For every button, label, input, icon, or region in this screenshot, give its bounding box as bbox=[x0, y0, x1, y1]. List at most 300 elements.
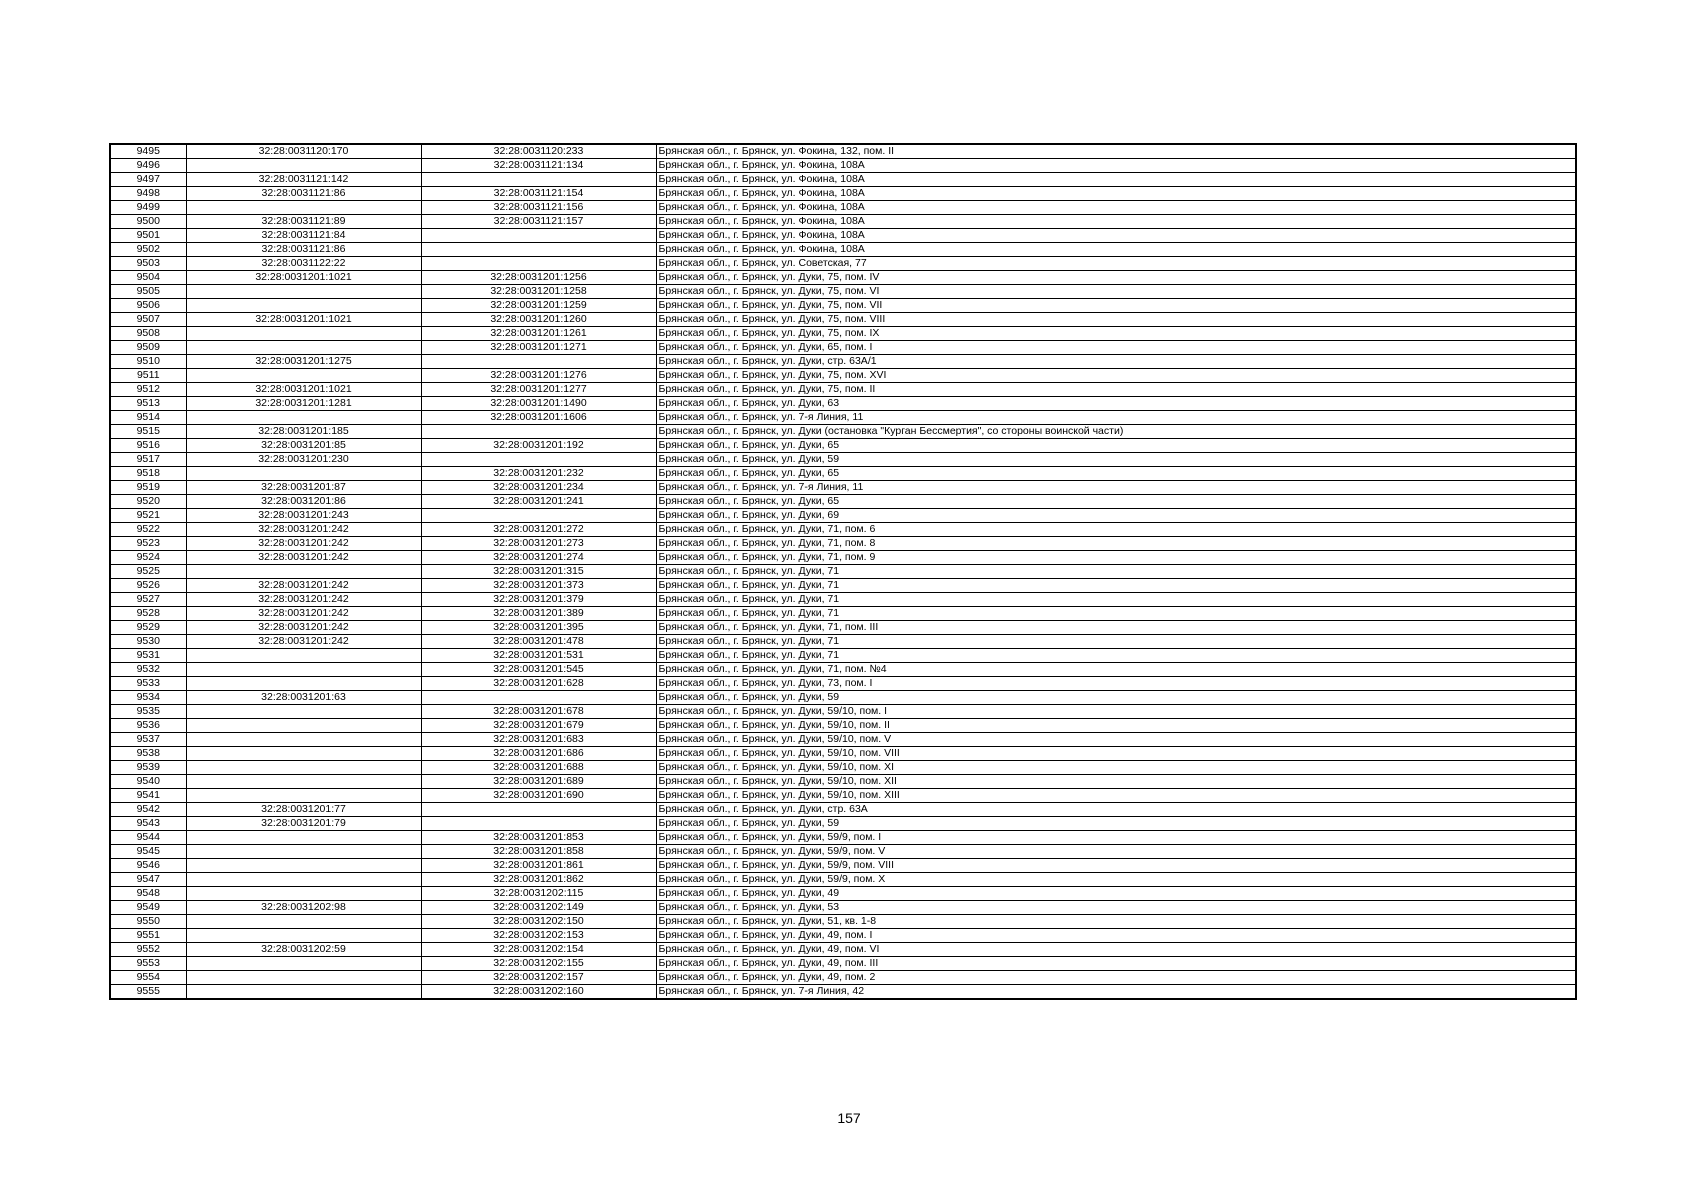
object-cadastral-number-cell: 32:28:0031201:1259 bbox=[421, 299, 656, 313]
table-row bbox=[110, 733, 1576, 747]
table-row bbox=[110, 523, 1576, 537]
table-row bbox=[110, 915, 1576, 929]
table-row bbox=[110, 299, 1576, 313]
row-number-cell: 9496 bbox=[110, 159, 186, 173]
table-row bbox=[110, 831, 1576, 845]
cadastral-number-cell: 32:28:0031201:230 bbox=[186, 453, 421, 467]
table-row bbox=[110, 341, 1576, 355]
address-cell: Брянская обл., г. Брянск, ул. Фокина, 108А bbox=[656, 243, 1576, 257]
row-number-cell: 9554 bbox=[110, 971, 186, 985]
registry-table-body bbox=[110, 144, 1576, 999]
address-cell: Брянская обл., г. Брянск, ул. 7-я Линия, 11 bbox=[656, 481, 1576, 495]
object-cadastral-number-cell: 32:28:0031201:1258 bbox=[421, 285, 656, 299]
address-cell: Брянская обл., г. Брянск, ул. Дуки, 59/9, пом. X bbox=[656, 873, 1576, 887]
address-cell: Брянская обл., г. Брянск, ул. Дуки, 49, пом. III bbox=[656, 957, 1576, 971]
row-number-cell: 9550 bbox=[110, 915, 186, 929]
address-cell: Брянская обл., г. Брянск, ул. Дуки, 59/10, пом. VIII bbox=[656, 747, 1576, 761]
address-cell: Брянская обл., г. Брянск, ул. Дуки, 49, пом. I bbox=[656, 929, 1576, 943]
address-cell: Брянская обл., г. Брянск, ул. Дуки, 69 bbox=[656, 509, 1576, 523]
table-row bbox=[110, 593, 1576, 607]
cadastral-number-cell bbox=[186, 733, 421, 747]
cadastral-number-cell: 32:28:0031201:242 bbox=[186, 607, 421, 621]
object-cadastral-number-cell: 32:28:0031121:156 bbox=[421, 201, 656, 215]
row-number-cell: 9522 bbox=[110, 523, 186, 537]
table-row bbox=[110, 159, 1576, 173]
object-cadastral-number-cell: 32:28:0031201:628 bbox=[421, 677, 656, 691]
cadastral-number-cell: 32:28:0031202:59 bbox=[186, 943, 421, 957]
address-cell: Брянская обл., г. Брянск, ул. Дуки, 65, пом. I bbox=[656, 341, 1576, 355]
row-number-cell: 9544 bbox=[110, 831, 186, 845]
object-cadastral-number-cell: 32:28:0031120:233 bbox=[421, 144, 656, 159]
object-cadastral-number-cell: 32:28:0031201:678 bbox=[421, 705, 656, 719]
cadastral-number-cell: 32:28:0031120:170 bbox=[186, 144, 421, 159]
address-cell: Брянская обл., г. Брянск, ул. Дуки, 71, пом. 6 bbox=[656, 523, 1576, 537]
cadastral-number-cell bbox=[186, 747, 421, 761]
address-cell: Брянская обл., г. Брянск, ул. Дуки, стр. 63А/1 bbox=[656, 355, 1576, 369]
address-cell: Брянская обл., г. Брянск, ул. Дуки, 75, пом. XVI bbox=[656, 369, 1576, 383]
table-row bbox=[110, 635, 1576, 649]
address-cell: Брянская обл., г. Брянск, ул. Дуки, 59/9, пом. V bbox=[656, 845, 1576, 859]
table-row bbox=[110, 327, 1576, 341]
cadastral-number-cell: 32:28:0031201:185 bbox=[186, 425, 421, 439]
row-number-cell: 9529 bbox=[110, 621, 186, 635]
object-cadastral-number-cell: 32:28:0031201:1260 bbox=[421, 313, 656, 327]
row-number-cell: 9548 bbox=[110, 887, 186, 901]
row-number-cell: 9523 bbox=[110, 537, 186, 551]
table-row bbox=[110, 943, 1576, 957]
row-number-cell: 9527 bbox=[110, 593, 186, 607]
object-cadastral-number-cell bbox=[421, 425, 656, 439]
address-cell: Брянская обл., г. Брянск, ул. 7-я Линия, 11 bbox=[656, 411, 1576, 425]
address-cell: Брянская обл., г. Брянск, ул. Дуки, 75, пом. VII bbox=[656, 299, 1576, 313]
cadastral-number-cell: 32:28:0031201:1021 bbox=[186, 271, 421, 285]
row-number-cell: 9546 bbox=[110, 859, 186, 873]
table-row bbox=[110, 411, 1576, 425]
object-cadastral-number-cell: 32:28:0031201:531 bbox=[421, 649, 656, 663]
cadastral-number-cell: 32:28:0031201:79 bbox=[186, 817, 421, 831]
object-cadastral-number-cell: 32:28:0031202:115 bbox=[421, 887, 656, 901]
object-cadastral-number-cell: 32:28:0031201:395 bbox=[421, 621, 656, 635]
cadastral-number-cell: 32:28:0031201:1021 bbox=[186, 383, 421, 397]
table-row bbox=[110, 845, 1576, 859]
table-row bbox=[110, 481, 1576, 495]
row-number-cell: 9513 bbox=[110, 397, 186, 411]
address-cell: Брянская обл., г. Брянск, ул. Дуки, 71 bbox=[656, 607, 1576, 621]
cadastral-number-cell: 32:28:0031121:89 bbox=[186, 215, 421, 229]
object-cadastral-number-cell: 32:28:0031121:157 bbox=[421, 215, 656, 229]
table-row bbox=[110, 509, 1576, 523]
table-row bbox=[110, 691, 1576, 705]
cadastral-number-cell: 32:28:0031121:86 bbox=[186, 243, 421, 257]
cadastral-number-cell bbox=[186, 705, 421, 719]
address-cell: Брянская обл., г. Брянск, ул. Дуки, 71 bbox=[656, 565, 1576, 579]
object-cadastral-number-cell: 32:28:0031201:1271 bbox=[421, 341, 656, 355]
row-number-cell: 9536 bbox=[110, 719, 186, 733]
table-row bbox=[110, 397, 1576, 411]
address-cell: Брянская обл., г. Брянск, ул. Фокина, 108А bbox=[656, 173, 1576, 187]
address-cell: Брянская обл., г. Брянск, ул. Дуки, 59 bbox=[656, 453, 1576, 467]
table-row bbox=[110, 565, 1576, 579]
address-cell: Брянская обл., г. Брянск, ул. Дуки, 65 bbox=[656, 495, 1576, 509]
table-row bbox=[110, 705, 1576, 719]
table-row bbox=[110, 901, 1576, 915]
table-row bbox=[110, 775, 1576, 789]
cadastral-number-cell bbox=[186, 775, 421, 789]
row-number-cell: 9551 bbox=[110, 929, 186, 943]
cadastral-number-cell bbox=[186, 565, 421, 579]
object-cadastral-number-cell bbox=[421, 817, 656, 831]
object-cadastral-number-cell bbox=[421, 691, 656, 705]
cadastral-number-cell bbox=[186, 341, 421, 355]
object-cadastral-number-cell: 32:28:0031202:155 bbox=[421, 957, 656, 971]
row-number-cell: 9528 bbox=[110, 607, 186, 621]
object-cadastral-number-cell: 32:28:0031201:373 bbox=[421, 579, 656, 593]
object-cadastral-number-cell: 32:28:0031202:150 bbox=[421, 915, 656, 929]
row-number-cell: 9495 bbox=[110, 144, 186, 159]
row-number-cell: 9521 bbox=[110, 509, 186, 523]
row-number-cell: 9499 bbox=[110, 201, 186, 215]
row-number-cell: 9505 bbox=[110, 285, 186, 299]
cadastral-number-cell bbox=[186, 845, 421, 859]
object-cadastral-number-cell: 32:28:0031201:1261 bbox=[421, 327, 656, 341]
row-number-cell: 9520 bbox=[110, 495, 186, 509]
table-row bbox=[110, 271, 1576, 285]
row-number-cell: 9516 bbox=[110, 439, 186, 453]
address-cell: Брянская обл., г. Брянск, ул. Фокина, 132, пом. II bbox=[656, 144, 1576, 159]
table-row bbox=[110, 257, 1576, 271]
cadastral-number-cell: 32:28:0031201:1021 bbox=[186, 313, 421, 327]
address-cell: Брянская обл., г. Брянск, ул. Дуки, 49 bbox=[656, 887, 1576, 901]
row-number-cell: 9504 bbox=[110, 271, 186, 285]
address-cell: Брянская обл., г. Брянск, ул. Фокина, 108А bbox=[656, 187, 1576, 201]
address-cell: Брянская обл., г. Брянск, ул. Дуки, 59/10, пом. XI bbox=[656, 761, 1576, 775]
row-number-cell: 9533 bbox=[110, 677, 186, 691]
cadastral-number-cell: 32:28:0031201:242 bbox=[186, 621, 421, 635]
address-cell: Брянская обл., г. Брянск, ул. Дуки, 71, пом. III bbox=[656, 621, 1576, 635]
table-row bbox=[110, 369, 1576, 383]
table-row bbox=[110, 803, 1576, 817]
address-cell: Брянская обл., г. Брянск, ул. Дуки, 71, пом. №4 bbox=[656, 663, 1576, 677]
address-cell: Брянская обл., г. Брянск, ул. Дуки, 59 bbox=[656, 817, 1576, 831]
address-cell: Брянская обл., г. Брянск, ул. Дуки, 59/10, пом. XIII bbox=[656, 789, 1576, 803]
cadastral-number-cell bbox=[186, 929, 421, 943]
table-row bbox=[110, 649, 1576, 663]
cadastral-number-cell bbox=[186, 663, 421, 677]
cadastral-number-cell bbox=[186, 677, 421, 691]
row-number-cell: 9534 bbox=[110, 691, 186, 705]
row-number-cell: 9497 bbox=[110, 173, 186, 187]
object-cadastral-number-cell: 32:28:0031201:690 bbox=[421, 789, 656, 803]
table-row bbox=[110, 201, 1576, 215]
object-cadastral-number-cell: 32:28:0031201:853 bbox=[421, 831, 656, 845]
cadastral-number-cell bbox=[186, 719, 421, 733]
row-number-cell: 9547 bbox=[110, 873, 186, 887]
cadastral-number-cell: 32:28:0031201:1275 bbox=[186, 355, 421, 369]
object-cadastral-number-cell: 32:28:0031201:858 bbox=[421, 845, 656, 859]
table-row bbox=[110, 243, 1576, 257]
object-cadastral-number-cell bbox=[421, 509, 656, 523]
cadastral-number-cell: 32:28:0031122:22 bbox=[186, 257, 421, 271]
row-number-cell: 9545 bbox=[110, 845, 186, 859]
object-cadastral-number-cell: 32:28:0031201:683 bbox=[421, 733, 656, 747]
object-cadastral-number-cell: 32:28:0031201:232 bbox=[421, 467, 656, 481]
cadastral-number-cell: 32:28:0031201:242 bbox=[186, 635, 421, 649]
cadastral-number-cell: 32:28:0031201:1281 bbox=[186, 397, 421, 411]
row-number-cell: 9511 bbox=[110, 369, 186, 383]
table-row bbox=[110, 467, 1576, 481]
row-number-cell: 9542 bbox=[110, 803, 186, 817]
row-number-cell: 9532 bbox=[110, 663, 186, 677]
cadastral-number-cell: 32:28:0031121:84 bbox=[186, 229, 421, 243]
object-cadastral-number-cell: 32:28:0031201:272 bbox=[421, 523, 656, 537]
row-number-cell: 9500 bbox=[110, 215, 186, 229]
cadastral-number-cell bbox=[186, 887, 421, 901]
address-cell: Брянская обл., г. Брянск, ул. Дуки, 59/10, пом. II bbox=[656, 719, 1576, 733]
address-cell: Брянская обл., г. Брянск, ул. 7-я Линия, 42 bbox=[656, 985, 1576, 1000]
table-row bbox=[110, 747, 1576, 761]
cadastral-number-cell bbox=[186, 327, 421, 341]
row-number-cell: 9508 bbox=[110, 327, 186, 341]
address-cell: Брянская обл., г. Брянск, ул. Дуки, 73, пом. I bbox=[656, 677, 1576, 691]
row-number-cell: 9541 bbox=[110, 789, 186, 803]
address-cell: Брянская обл., г. Брянск, ул. Фокина, 108А bbox=[656, 229, 1576, 243]
row-number-cell: 9553 bbox=[110, 957, 186, 971]
row-number-cell: 9501 bbox=[110, 229, 186, 243]
address-cell: Брянская обл., г. Брянск, ул. Дуки, 51, кв. 1-8 bbox=[656, 915, 1576, 929]
cadastral-number-cell bbox=[186, 873, 421, 887]
table-row bbox=[110, 663, 1576, 677]
row-number-cell: 9517 bbox=[110, 453, 186, 467]
cadastral-number-cell bbox=[186, 201, 421, 215]
address-cell: Брянская обл., г. Брянск, ул. Дуки, стр. 63А bbox=[656, 803, 1576, 817]
object-cadastral-number-cell: 32:28:0031201:545 bbox=[421, 663, 656, 677]
object-cadastral-number-cell: 32:28:0031201:1490 bbox=[421, 397, 656, 411]
table-row bbox=[110, 355, 1576, 369]
row-number-cell: 9506 bbox=[110, 299, 186, 313]
address-cell: Брянская обл., г. Брянск, ул. Фокина, 108А bbox=[656, 201, 1576, 215]
table-row bbox=[110, 187, 1576, 201]
row-number-cell: 9519 bbox=[110, 481, 186, 495]
object-cadastral-number-cell: 32:28:0031201:315 bbox=[421, 565, 656, 579]
object-cadastral-number-cell bbox=[421, 355, 656, 369]
object-cadastral-number-cell: 32:28:0031201:861 bbox=[421, 859, 656, 873]
object-cadastral-number-cell: 32:28:0031201:1276 bbox=[421, 369, 656, 383]
cadastral-number-cell: 32:28:0031201:242 bbox=[186, 593, 421, 607]
table-row bbox=[110, 537, 1576, 551]
table-row bbox=[110, 285, 1576, 299]
cadastral-number-cell: 32:28:0031201:243 bbox=[186, 509, 421, 523]
row-number-cell: 9507 bbox=[110, 313, 186, 327]
table-row bbox=[110, 453, 1576, 467]
cadastral-number-cell: 32:28:0031201:86 bbox=[186, 495, 421, 509]
row-number-cell: 9503 bbox=[110, 257, 186, 271]
row-number-cell: 9540 bbox=[110, 775, 186, 789]
table-row bbox=[110, 887, 1576, 901]
object-cadastral-number-cell: 32:28:0031201:862 bbox=[421, 873, 656, 887]
cadastral-number-cell bbox=[186, 285, 421, 299]
address-cell: Брянская обл., г. Брянск, ул. Дуки, 59 bbox=[656, 691, 1576, 705]
row-number-cell: 9552 bbox=[110, 943, 186, 957]
object-cadastral-number-cell: 32:28:0031201:234 bbox=[421, 481, 656, 495]
row-number-cell: 9498 bbox=[110, 187, 186, 201]
object-cadastral-number-cell: 32:28:0031121:134 bbox=[421, 159, 656, 173]
cadastral-number-cell: 32:28:0031121:142 bbox=[186, 173, 421, 187]
cadastral-number-cell bbox=[186, 649, 421, 663]
table-row bbox=[110, 817, 1576, 831]
object-cadastral-number-cell: 32:28:0031201:241 bbox=[421, 495, 656, 509]
table-row bbox=[110, 985, 1576, 1000]
object-cadastral-number-cell bbox=[421, 229, 656, 243]
cadastral-number-cell: 32:28:0031202:98 bbox=[186, 901, 421, 915]
object-cadastral-number-cell: 32:28:0031202:153 bbox=[421, 929, 656, 943]
cadastral-number-cell bbox=[186, 915, 421, 929]
cadastral-number-cell bbox=[186, 789, 421, 803]
cadastral-number-cell: 32:28:0031201:85 bbox=[186, 439, 421, 453]
object-cadastral-number-cell: 32:28:0031121:154 bbox=[421, 187, 656, 201]
address-cell: Брянская обл., г. Брянск, ул. Дуки, 71 bbox=[656, 579, 1576, 593]
table-row bbox=[110, 425, 1576, 439]
address-cell: Брянская обл., г. Брянск, ул. Фокина, 108А bbox=[656, 159, 1576, 173]
object-cadastral-number-cell: 32:28:0031201:379 bbox=[421, 593, 656, 607]
table-row bbox=[110, 439, 1576, 453]
address-cell: Брянская обл., г. Брянск, ул. Дуки, 49, пом. VI bbox=[656, 943, 1576, 957]
row-number-cell: 9539 bbox=[110, 761, 186, 775]
cadastral-number-cell bbox=[186, 859, 421, 873]
row-number-cell: 9515 bbox=[110, 425, 186, 439]
row-number-cell: 9514 bbox=[110, 411, 186, 425]
table-row bbox=[110, 215, 1576, 229]
object-cadastral-number-cell: 32:28:0031201:389 bbox=[421, 607, 656, 621]
object-cadastral-number-cell bbox=[421, 243, 656, 257]
cadastral-number-cell: 32:28:0031201:242 bbox=[186, 523, 421, 537]
cadastral-number-cell bbox=[186, 831, 421, 845]
row-number-cell: 9524 bbox=[110, 551, 186, 565]
address-cell: Брянская обл., г. Брянск, ул. Дуки, 59/10, пом. I bbox=[656, 705, 1576, 719]
table-row bbox=[110, 607, 1576, 621]
object-cadastral-number-cell: 32:28:0031201:1256 bbox=[421, 271, 656, 285]
table-row bbox=[110, 789, 1576, 803]
property-registry-table bbox=[109, 143, 1577, 1000]
cadastral-number-cell: 32:28:0031201:77 bbox=[186, 803, 421, 817]
row-number-cell: 9525 bbox=[110, 565, 186, 579]
row-number-cell: 9531 bbox=[110, 649, 186, 663]
table-row bbox=[110, 873, 1576, 887]
object-cadastral-number-cell bbox=[421, 453, 656, 467]
cadastral-number-cell bbox=[186, 957, 421, 971]
object-cadastral-number-cell: 32:28:0031201:192 bbox=[421, 439, 656, 453]
address-cell: Брянская обл., г. Брянск, ул. Дуки, 71, пом. 9 bbox=[656, 551, 1576, 565]
row-number-cell: 9543 bbox=[110, 817, 186, 831]
object-cadastral-number-cell: 32:28:0031202:154 bbox=[421, 943, 656, 957]
object-cadastral-number-cell: 32:28:0031201:686 bbox=[421, 747, 656, 761]
table-row bbox=[110, 929, 1576, 943]
cadastral-number-cell: 32:28:0031201:242 bbox=[186, 537, 421, 551]
object-cadastral-number-cell: 32:28:0031202:160 bbox=[421, 985, 656, 1000]
object-cadastral-number-cell: 32:28:0031201:274 bbox=[421, 551, 656, 565]
row-number-cell: 9549 bbox=[110, 901, 186, 915]
row-number-cell: 9535 bbox=[110, 705, 186, 719]
object-cadastral-number-cell: 32:28:0031202:149 bbox=[421, 901, 656, 915]
address-cell: Брянская обл., г. Брянск, ул. Дуки, 59/10, пом. XII bbox=[656, 775, 1576, 789]
table-row bbox=[110, 383, 1576, 397]
object-cadastral-number-cell bbox=[421, 173, 656, 187]
row-number-cell: 9510 bbox=[110, 355, 186, 369]
cadastral-number-cell bbox=[186, 299, 421, 313]
object-cadastral-number-cell: 32:28:0031201:478 bbox=[421, 635, 656, 649]
table-row bbox=[110, 495, 1576, 509]
address-cell: Брянская обл., г. Брянск, ул. Дуки, 75, пом. IX bbox=[656, 327, 1576, 341]
table-row bbox=[110, 859, 1576, 873]
cadastral-number-cell: 32:28:0031201:87 bbox=[186, 481, 421, 495]
address-cell: Брянская обл., г. Брянск, ул. Советская, 77 bbox=[656, 257, 1576, 271]
address-cell: Брянская обл., г. Брянск, ул. Дуки, 71 bbox=[656, 593, 1576, 607]
table-row bbox=[110, 144, 1576, 159]
cadastral-number-cell: 32:28:0031201:242 bbox=[186, 579, 421, 593]
row-number-cell: 9538 bbox=[110, 747, 186, 761]
table-row bbox=[110, 621, 1576, 635]
address-cell: Брянская обл., г. Брянск, ул. Дуки, 71 bbox=[656, 649, 1576, 663]
object-cadastral-number-cell: 32:28:0031201:273 bbox=[421, 537, 656, 551]
cadastral-number-cell: 32:28:0031201:63 bbox=[186, 691, 421, 705]
address-cell: Брянская обл., г. Брянск, ул. Дуки, 71 bbox=[656, 635, 1576, 649]
cadastral-number-cell: 32:28:0031201:242 bbox=[186, 551, 421, 565]
cadastral-number-cell bbox=[186, 159, 421, 173]
address-cell: Брянская обл., г. Брянск, ул. Дуки, 71, пом. 8 bbox=[656, 537, 1576, 551]
address-cell: Брянская обл., г. Брянск, ул. Дуки, 63 bbox=[656, 397, 1576, 411]
table-row bbox=[110, 971, 1576, 985]
row-number-cell: 9526 bbox=[110, 579, 186, 593]
cadastral-number-cell bbox=[186, 985, 421, 1000]
row-number-cell: 9555 bbox=[110, 985, 186, 1000]
address-cell: Брянская обл., г. Брянск, ул. Дуки, 75, пом. II bbox=[656, 383, 1576, 397]
cadastral-number-cell bbox=[186, 467, 421, 481]
object-cadastral-number-cell: 32:28:0031202:157 bbox=[421, 971, 656, 985]
table-row bbox=[110, 229, 1576, 243]
cadastral-number-cell bbox=[186, 971, 421, 985]
table-row bbox=[110, 173, 1576, 187]
object-cadastral-number-cell: 32:28:0031201:1277 bbox=[421, 383, 656, 397]
table-row bbox=[110, 677, 1576, 691]
address-cell: Брянская обл., г. Брянск, ул. Фокина, 108А bbox=[656, 215, 1576, 229]
object-cadastral-number-cell: 32:28:0031201:1606 bbox=[421, 411, 656, 425]
object-cadastral-number-cell: 32:28:0031201:688 bbox=[421, 761, 656, 775]
row-number-cell: 9530 bbox=[110, 635, 186, 649]
address-cell: Брянская обл., г. Брянск, ул. Дуки, 75, пом. IV bbox=[656, 271, 1576, 285]
table-row bbox=[110, 551, 1576, 565]
row-number-cell: 9512 bbox=[110, 383, 186, 397]
address-cell: Брянская обл., г. Брянск, ул. Дуки, 59/10, пом. V bbox=[656, 733, 1576, 747]
object-cadastral-number-cell bbox=[421, 257, 656, 271]
object-cadastral-number-cell bbox=[421, 803, 656, 817]
table-row bbox=[110, 761, 1576, 775]
address-cell: Брянская обл., г. Брянск, ул. Дуки, 49, пом. 2 bbox=[656, 971, 1576, 985]
address-cell: Брянская обл., г. Брянск, ул. Дуки, 65 bbox=[656, 439, 1576, 453]
row-number-cell: 9502 bbox=[110, 243, 186, 257]
address-cell: Брянская обл., г. Брянск, ул. Дуки (остановка "Курган Бессмертия", со стороны воинской части) bbox=[656, 425, 1576, 439]
table-row bbox=[110, 313, 1576, 327]
address-cell: Брянская обл., г. Брянск, ул. Дуки, 59/9, пом. VIII bbox=[656, 859, 1576, 873]
table-row bbox=[110, 579, 1576, 593]
address-cell: Брянская обл., г. Брянск, ул. Дуки, 59/9, пом. I bbox=[656, 831, 1576, 845]
address-cell: Брянская обл., г. Брянск, ул. Дуки, 75, пом. VIII bbox=[656, 313, 1576, 327]
table-row bbox=[110, 719, 1576, 733]
address-cell: Брянская обл., г. Брянск, ул. Дуки, 53 bbox=[656, 901, 1576, 915]
object-cadastral-number-cell: 32:28:0031201:689 bbox=[421, 775, 656, 789]
cadastral-number-cell bbox=[186, 369, 421, 383]
page-number: 157 bbox=[837, 1110, 861, 1126]
address-cell: Брянская обл., г. Брянск, ул. Дуки, 65 bbox=[656, 467, 1576, 481]
cadastral-number-cell bbox=[186, 411, 421, 425]
